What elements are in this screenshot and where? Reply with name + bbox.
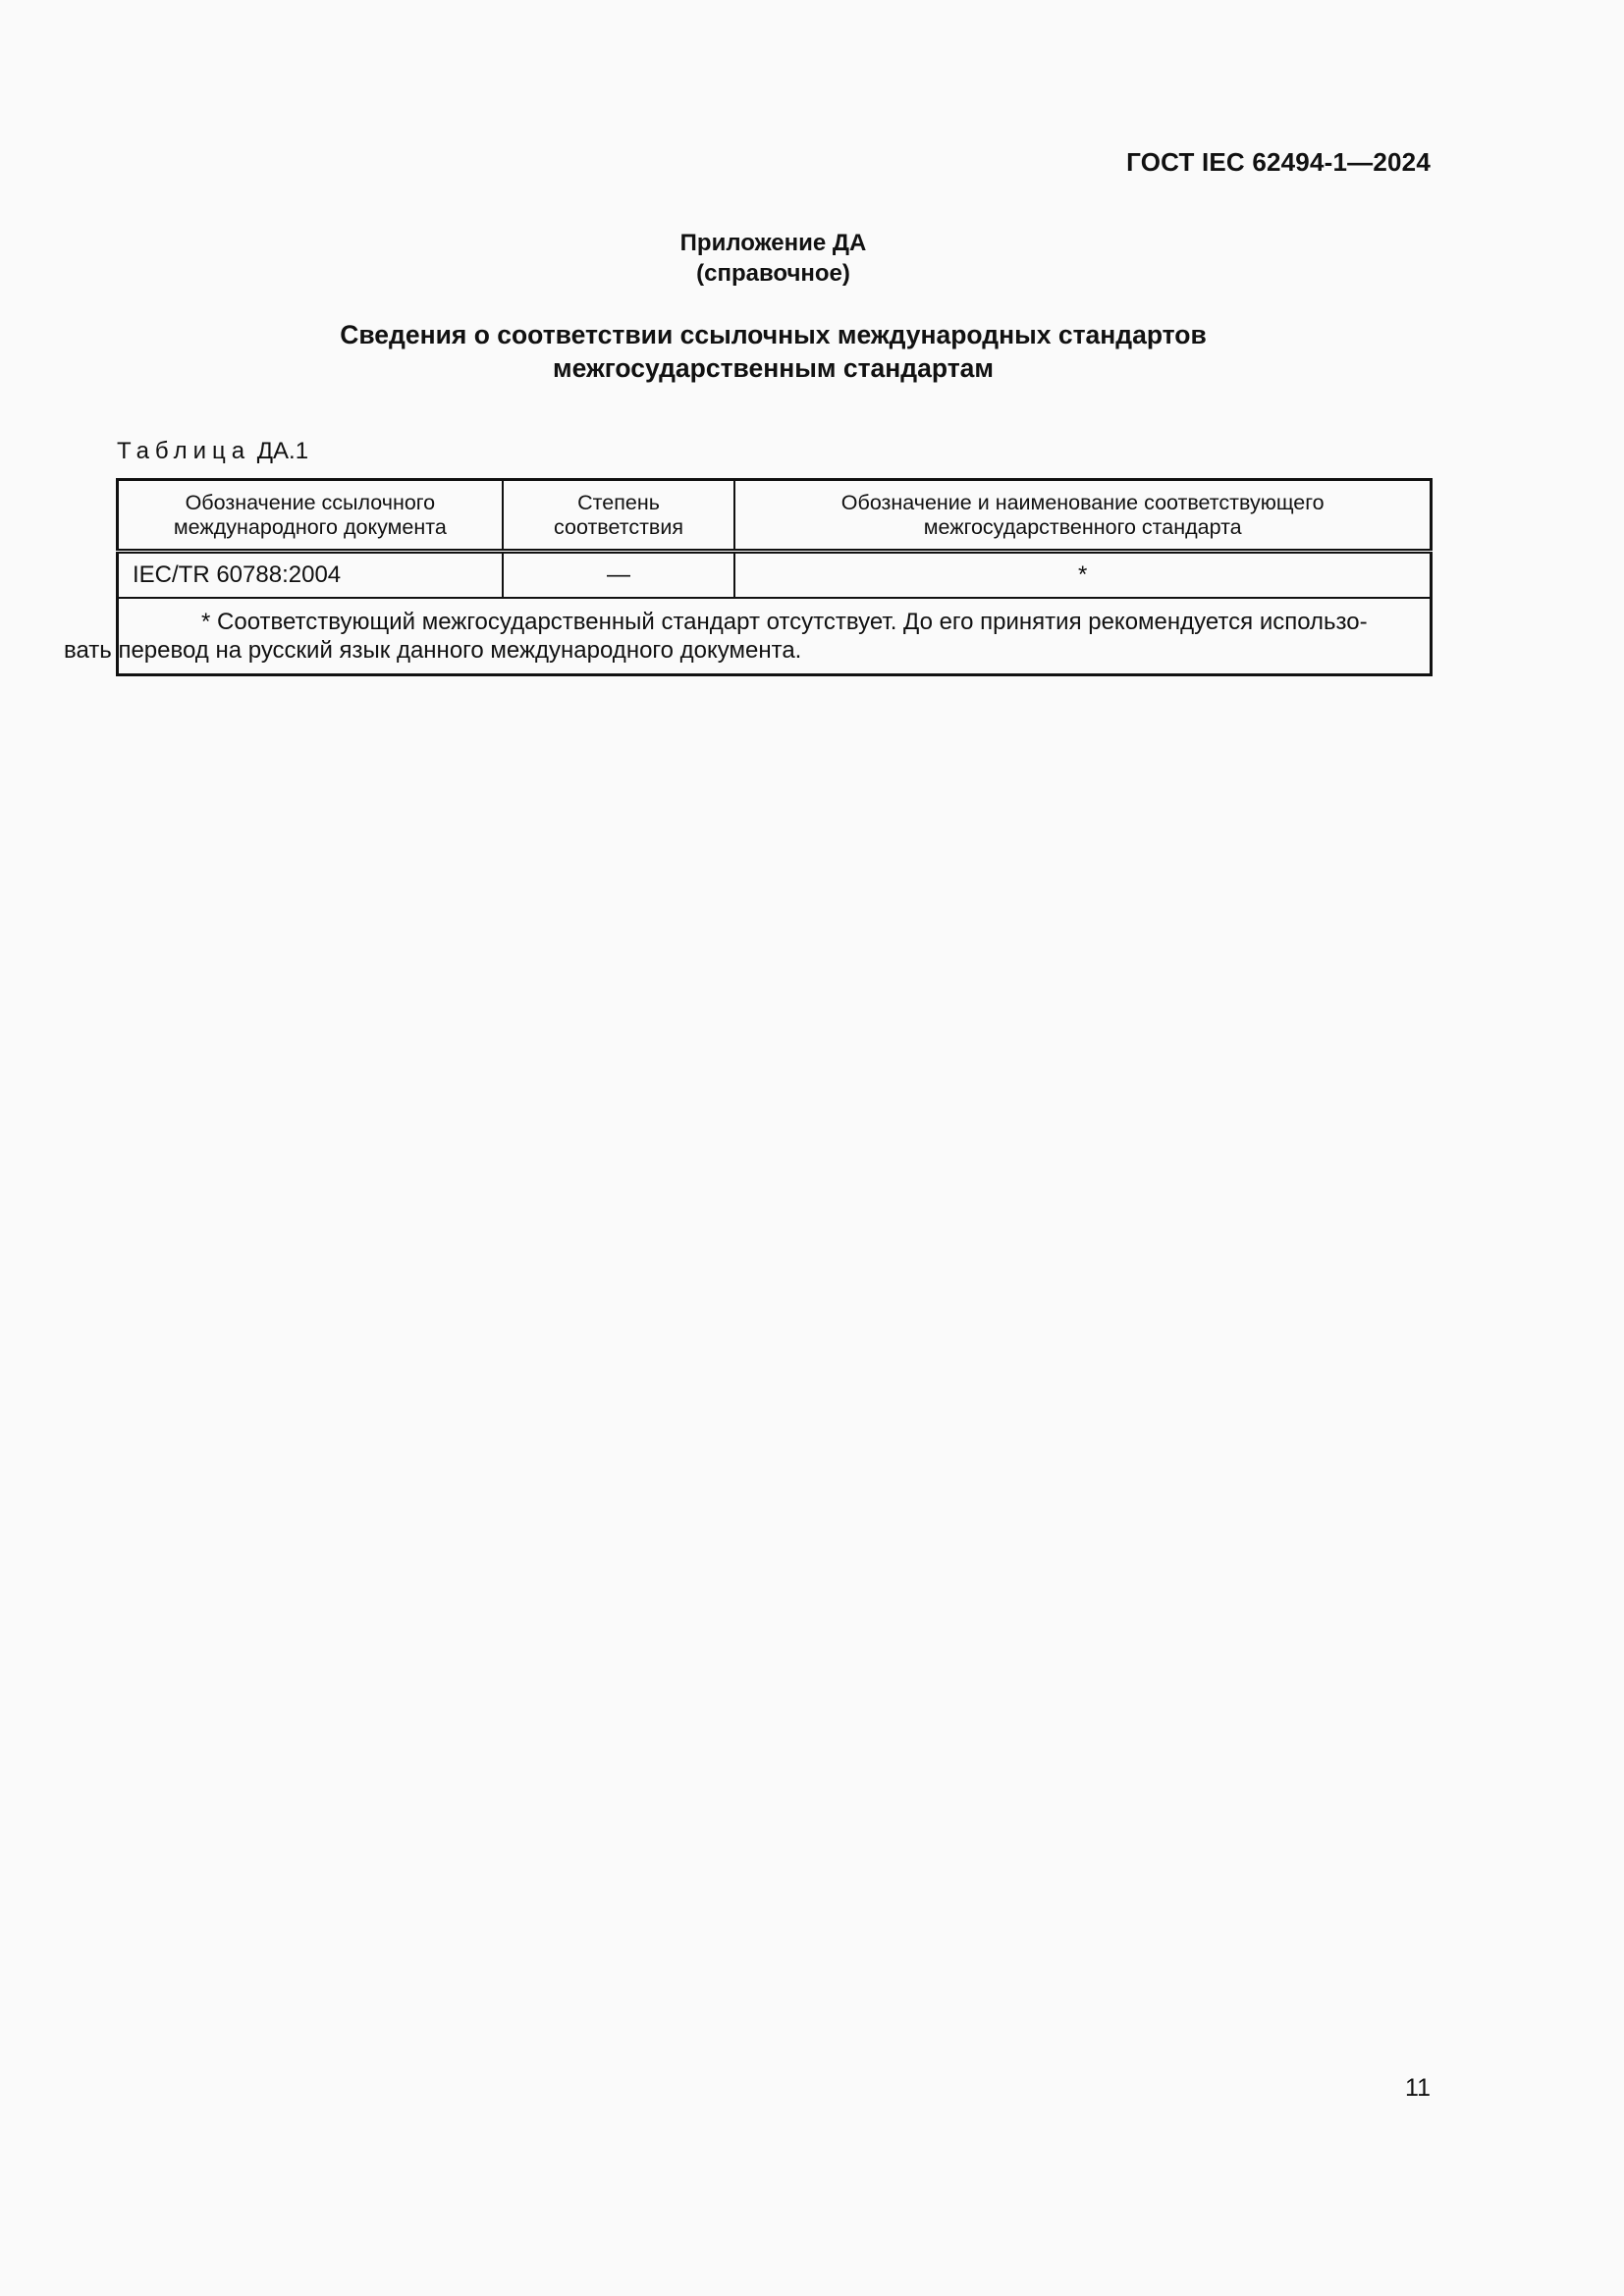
appendix-subtitle: (справочное) <box>696 260 850 287</box>
cell-degree-of-correspondence: — <box>503 552 735 599</box>
cell-reference-document: IEC/TR 60788:2004 <box>118 552 503 599</box>
cell-interstate-standard: * <box>734 552 1431 599</box>
header-reference-document: Обозначение ссылочного международного документа <box>118 480 503 552</box>
table-row <box>118 552 1432 599</box>
appendix-title: Приложение ДА <box>679 230 867 256</box>
table-note-row <box>118 598 1432 675</box>
table-caption <box>117 438 308 465</box>
footnote-line-2: вать перевод на русский язык данного международного документа. <box>64 637 802 664</box>
page-number: 11 <box>1405 2074 1431 2102</box>
table-header-row <box>118 480 1432 552</box>
section-title <box>0 318 1546 385</box>
header-interstate-standard: Обозначение и наименование соответствующего межгосударственного стандарта <box>734 480 1431 552</box>
section-title-line-2: межгосударственным стандартам <box>552 353 995 383</box>
table-footnote <box>64 598 1432 675</box>
header-degree-of-correspondence: Степень соответствия <box>503 480 735 552</box>
table-caption-label: Таблица <box>117 438 251 464</box>
appendix-heading <box>0 228 1546 289</box>
footnote-line-1: * Соответствующий межгосударственный стандарт отсутствует. До его принятия рекомендуется использо- <box>201 609 1368 635</box>
document-standard-id: ГОСТ IEC 62494-1—2024 <box>1126 147 1431 177</box>
reference-standards-table <box>64 478 1433 676</box>
section-title-line-1: Сведения о соответствии ссылочных международных стандартов <box>340 320 1207 349</box>
table-caption-number: ДА.1 <box>256 438 309 464</box>
